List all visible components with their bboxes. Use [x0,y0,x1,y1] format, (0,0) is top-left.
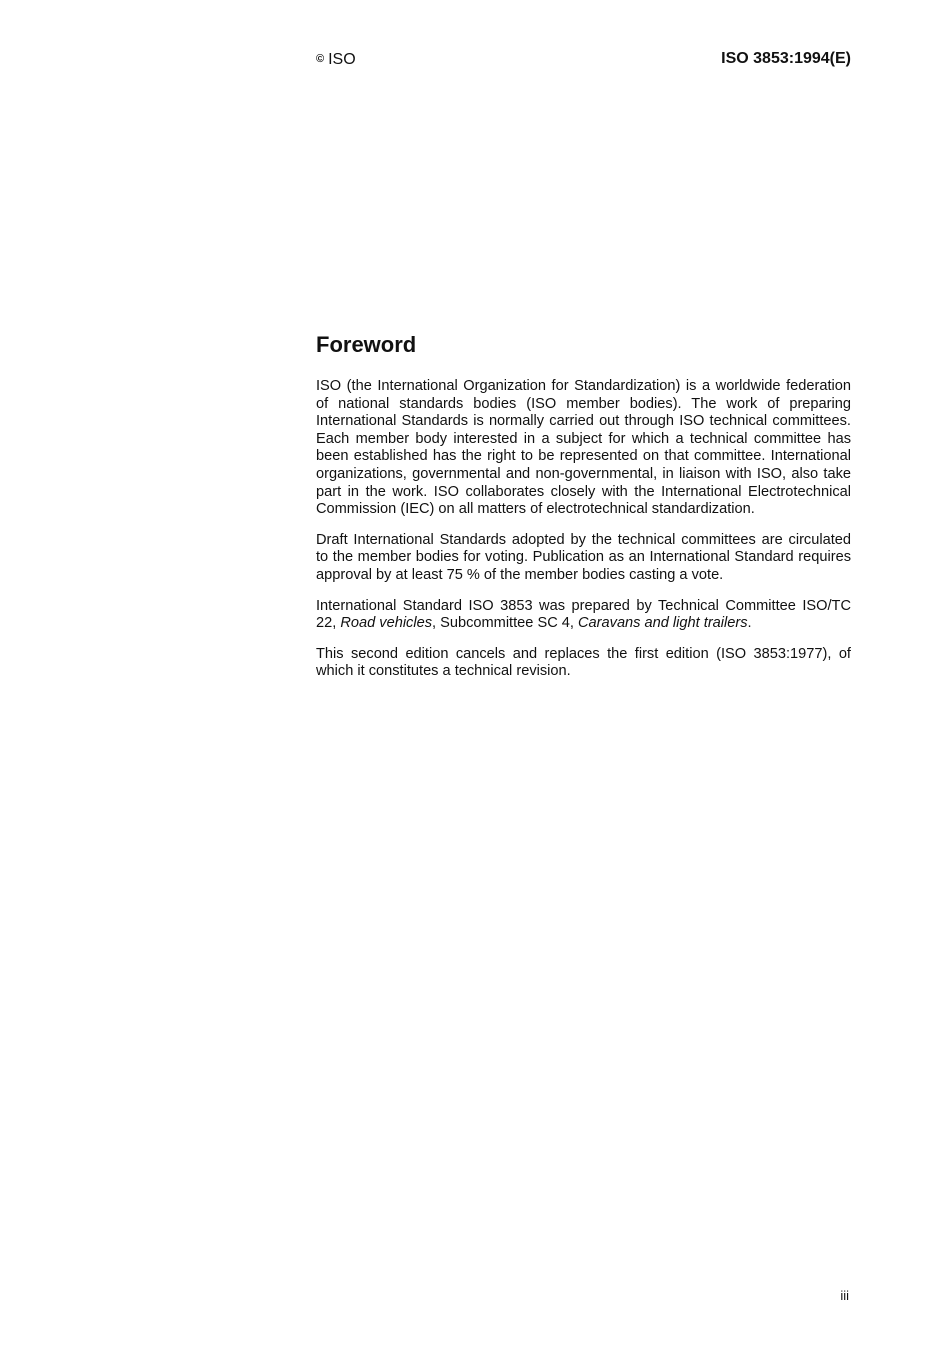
copyright-icon: © [316,53,325,65]
paragraph-3-text-1: International Standard ISO 3853 was prepared by Technical Committee ISO/TC 22, [316,597,851,632]
paragraph-3-text-2: , Subcommittee SC 4, [432,615,579,632]
foreword-body [316,378,851,694]
header-copyright [316,49,356,70]
page-number: iii [840,1288,849,1303]
foreword-paragraph-1: ISO (the International Organization for Standardization) is a worldwide federation of national standards bodies (ISO member bodies). The work of preparing International Standards is normally carried out through ISO technical committees. Each member body interested in a subject for which a technical committee has been established has the right to be represented on that committee. International organizations, governmental and non-governmental, in liaison with ISO, also take part in the work. ISO collaborates closely with the International Electrotechnical Commission (IEC) on all matters of electrotechnical standardization. [316,378,851,518]
document-number: ISO 3853:1994(E) [721,50,851,67]
header-iso-label: ISO [328,51,356,68]
subcommittee-name: Caravans and light trailers [578,615,748,632]
foreword-paragraph-2: Draft International Standards adopted by the technical committees are circulated to the member bodies for voting. Publication as an International Standard requires approval by at least 75 % of the member bodies casting a vote. [316,531,851,583]
foreword-paragraph-3 [316,598,851,633]
page-title: Foreword [316,332,417,357]
committee-name: Road vehicles [340,615,433,632]
paragraph-3-text-3: . [747,615,752,632]
foreword-paragraph-4: This second edition cancels and replaces the first edition (ISO 3853:1977), of which it constitutes a technical revision. [316,645,851,680]
